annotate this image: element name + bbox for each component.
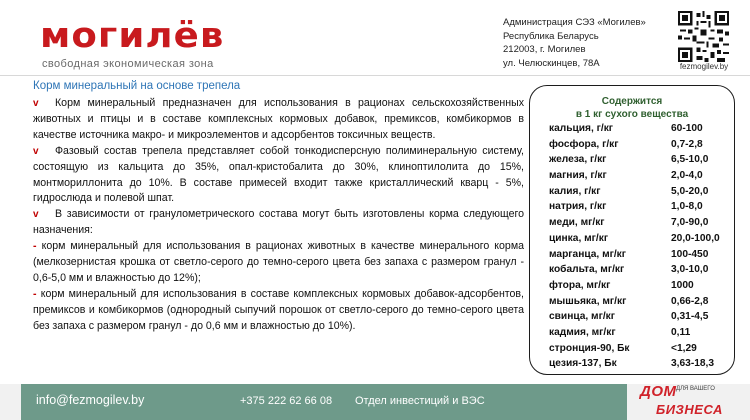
element-name: кобальта, мг/кг bbox=[549, 264, 625, 276]
panel-title bbox=[529, 95, 735, 121]
composition-row bbox=[549, 249, 735, 265]
section-title: Корм минеральный на основе трепела bbox=[33, 80, 241, 92]
logo-subtitle: свободная экономическая зона bbox=[42, 58, 214, 70]
dash-bullet: - bbox=[33, 240, 37, 253]
panel-title-line: Содержится bbox=[601, 96, 663, 107]
paragraph bbox=[33, 144, 524, 208]
paragraph bbox=[33, 207, 524, 239]
address-line: 212003, г. Могилев bbox=[503, 44, 586, 55]
checkmark-bullet-icon: v bbox=[33, 209, 39, 221]
element-name: цинка, мг/кг bbox=[549, 232, 609, 244]
address-line: ул. Челюскинцев, 78А bbox=[503, 57, 600, 69]
element-value: 20,0-100,0 bbox=[671, 232, 720, 244]
composition-row bbox=[549, 170, 735, 186]
element-value: 100-450 bbox=[671, 248, 709, 260]
element-value: 1000 bbox=[671, 279, 694, 291]
element-value: 0,7-2,8 bbox=[671, 138, 703, 150]
footer-department: Отдел инвестиций и ВЭС bbox=[355, 395, 485, 407]
qr-caption[interactable]: fezmogilev.by bbox=[679, 62, 729, 71]
composition-row bbox=[549, 280, 735, 296]
element-name: меди, мг/кг bbox=[549, 217, 605, 229]
brand-logo-top: ДОМ bbox=[640, 383, 677, 400]
logo-text: могилёв bbox=[40, 16, 225, 56]
element-value: 60-100 bbox=[671, 123, 703, 134]
element-value: 1,0-8,0 bbox=[671, 201, 703, 213]
dash-bullet: - bbox=[33, 287, 37, 300]
element-value: <1,29 bbox=[671, 342, 697, 354]
address-line: Республика Беларусь bbox=[503, 30, 599, 42]
element-value: 7,0-90,0 bbox=[671, 217, 709, 229]
element-name: кальция, г/кг bbox=[549, 123, 614, 134]
element-value: 5,0-20,0 bbox=[671, 185, 709, 197]
element-value: 0,31-4,5 bbox=[671, 311, 709, 323]
footer-email-link[interactable]: info@fezmogilev.by bbox=[36, 393, 145, 407]
address-block bbox=[503, 16, 646, 70]
composition-row bbox=[549, 186, 735, 202]
element-name: фосфора, г/кг bbox=[549, 138, 619, 150]
composition-row bbox=[549, 217, 735, 233]
list-item bbox=[33, 239, 524, 287]
composition-row bbox=[549, 233, 735, 249]
panel-title-line: в 1 кг сухого вещества bbox=[575, 109, 689, 120]
list-item-text: корм минеральный для использования в рационах животных в качестве минерального корма (мелкозернистая крошка от светло-серого до темно-серого цвета без запаха с размером гранул - 0,6-5,0 мм и влажностью до 12%); bbox=[33, 240, 524, 284]
composition-row bbox=[549, 139, 735, 155]
element-name: стронция-90, Бк bbox=[549, 342, 630, 354]
qr-code-icon[interactable] bbox=[678, 11, 729, 62]
composition-list bbox=[549, 123, 735, 374]
brand-logo-bottom: БИЗНЕСА bbox=[656, 402, 723, 417]
composition-row bbox=[549, 201, 735, 217]
element-name: марганца, мг/кг bbox=[549, 248, 627, 260]
element-name: свинца, мг/кг bbox=[549, 311, 616, 323]
composition-row bbox=[549, 327, 735, 343]
composition-row bbox=[549, 358, 735, 374]
footer-phone[interactable]: +375 222 62 66 08 bbox=[240, 395, 333, 407]
element-value: 0,66-2,8 bbox=[671, 295, 709, 307]
element-name: калия, г/кг bbox=[549, 185, 601, 197]
checkmark-bullet-icon: v bbox=[33, 145, 39, 157]
composition-row bbox=[549, 123, 735, 139]
element-value: 0,11 bbox=[671, 326, 691, 338]
element-value: 6,5-10,0 bbox=[671, 154, 709, 166]
header-divider bbox=[0, 75, 750, 76]
description-text bbox=[33, 96, 524, 335]
list-item-text: корм минеральный для использования в составе комплексных кормовых добавок-адсорбентов, премиксов и комбикормов (однородный сыпучий порошок от светло-серого до темно-серого цвета без запаха с размером гранул - до 0,6 мм и влажностью до 10%). bbox=[33, 287, 524, 332]
list-item bbox=[33, 287, 524, 335]
element-value: 2,0-4,0 bbox=[671, 170, 703, 182]
composition-row bbox=[549, 264, 735, 280]
checkmark-bullet-icon: v bbox=[33, 98, 39, 109]
paragraph-text: Корм минеральный предназначен для использования в рационах сельскохозяйственных животных и птицы и в составе комплексных кормовых добавок, премиксов, комбикормов в качестве источника макро- и микроэлементов и адсорбентов токсичных веществ. bbox=[33, 97, 524, 141]
paragraph-text: В зависимости от гранулометрического состава могут быть изготовлены корма следующего назначения: bbox=[33, 208, 524, 237]
composition-row bbox=[549, 343, 735, 359]
element-name: железа, г/кг bbox=[549, 154, 607, 166]
composition-row bbox=[549, 154, 735, 170]
paragraph bbox=[33, 96, 524, 144]
brand-logo-small: ДЛЯ ВАШЕГО bbox=[676, 386, 715, 392]
element-name: цезия-137, Бк bbox=[549, 358, 617, 370]
composition-row bbox=[549, 311, 735, 327]
address-line: Администрация СЭЗ «Могилев» bbox=[503, 17, 646, 28]
element-name: кадмия, мг/кг bbox=[549, 326, 616, 338]
paragraph-text: Фазовый состав трепела представляет собой тонкодисперсную полиминеральную систему, состоящую из кальцита до 35%, опал-кристобалита до 30%, клиноптилолита до 15%, монтмориллонита до 10%. В составе примесей входит также кристаллический кварц - 5%, гидрослюда и полевой шпат. bbox=[33, 144, 524, 205]
element-name: мышьяка, мг/кг bbox=[549, 295, 627, 307]
element-name: магния, г/кг bbox=[549, 170, 607, 182]
element-value: 3,63-18,3 bbox=[671, 358, 715, 370]
element-value: 3,0-10,0 bbox=[671, 264, 709, 276]
element-name: фтора, мг/кг bbox=[549, 279, 611, 291]
element-name: натрия, г/кг bbox=[549, 201, 607, 213]
composition-row bbox=[549, 296, 735, 312]
